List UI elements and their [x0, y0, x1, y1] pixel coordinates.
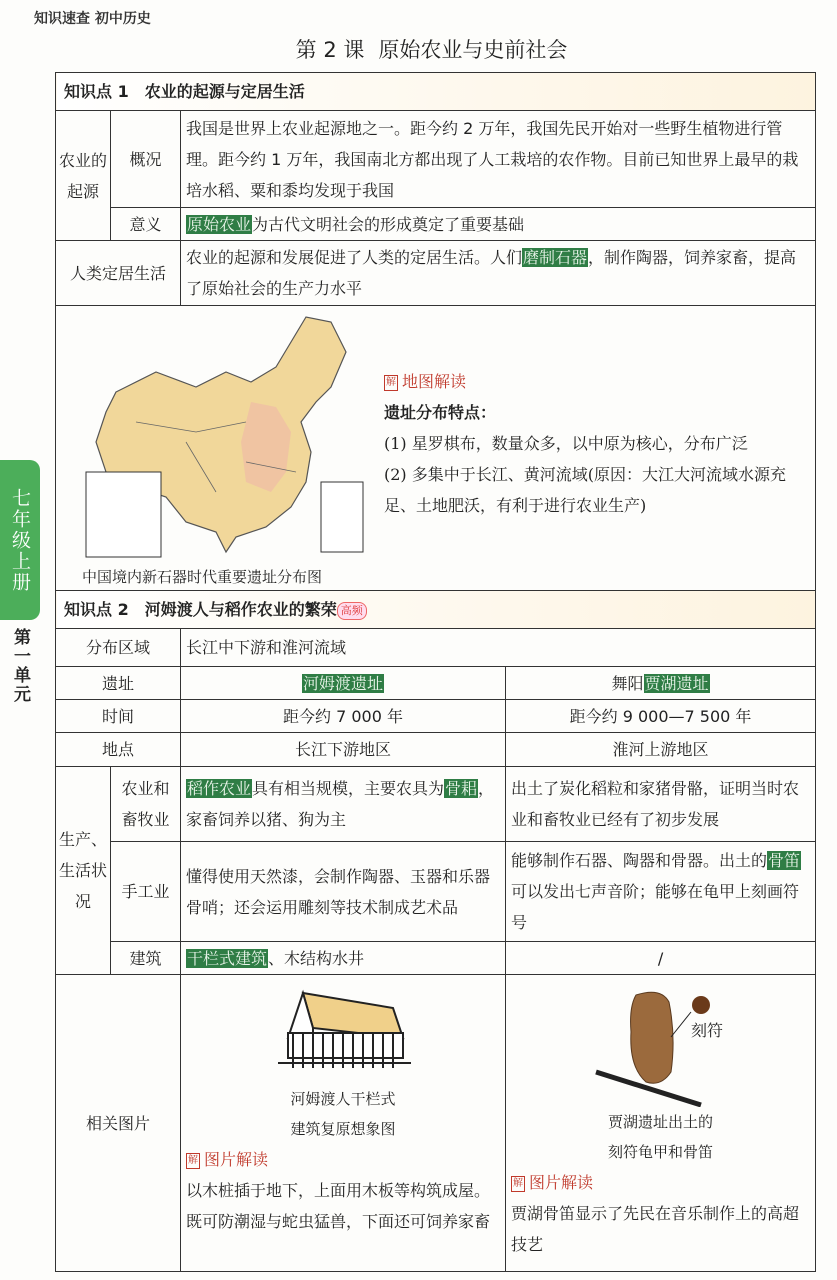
build-a-text: 、木结构水井: [268, 948, 365, 968]
lesson-number: 第 2 课: [295, 38, 365, 62]
pic-b-text: 贾湖骨笛显示了先民在音乐制作上的高超技艺: [511, 1204, 800, 1254]
significance-cell: [181, 208, 816, 241]
settle-text: 农业的起源和发展促进了人类的定居生活。人们: [186, 248, 523, 267]
knowledge-table: [55, 72, 816, 1272]
overview-text: 我国是世界上农业起源地之一。距今约 2 万年，我国先民开始对一些野生植物进行管理。距今约 1 万年，我国南北方都出现了人工栽培的农作物。目前已知世界上最早的栽培水稻、粟和黍均发现于我国: [181, 111, 816, 208]
frequency-badge: 高频: [337, 602, 367, 620]
tortoise-shell-bone-flute-photo: [591, 987, 731, 1107]
map-reading-text: 地图解读: [402, 372, 467, 391]
kp1-header: 知识点 1 农业的起源与定居生活: [56, 73, 816, 111]
highlight: 河姆渡遗址: [302, 673, 383, 693]
agri-a-text: ，家畜饲养以猪、狗为主: [186, 779, 495, 829]
pic-a-reading-label: [186, 1144, 500, 1175]
agri-label: 农业和畜牧业: [111, 767, 181, 842]
highlight: 骨笛: [768, 851, 801, 870]
craft-a: 懂得使用天然漆，会制作陶器、玉器和乐器骨哨；还会运用雕刻等技术制成艺术品: [181, 842, 506, 942]
pic-a-caption: 建筑复原想象图: [290, 1120, 396, 1138]
time-b: 距今约 9 000—7 500 年: [506, 700, 816, 733]
craft-b: [506, 842, 816, 942]
time-a: 距今约 7 000 年: [181, 700, 506, 733]
site-b-prefix: 舞阳: [611, 673, 644, 693]
pic-a-text: 以木桩插于地下，上面用木板等构筑成屋。既可防潮湿与蛇虫猛兽，下面还可饲养家畜: [186, 1181, 491, 1231]
highlight: 干栏式建筑: [187, 948, 268, 968]
map-caption: 中国境内新石器时代重要遗址分布图: [82, 568, 323, 586]
site-label: 遗址: [56, 667, 181, 700]
settle-text: ，制作陶器，饲养家畜，提高了原始社会的生产力水平: [186, 248, 797, 298]
pic-reading-text: 图片解读: [529, 1173, 594, 1192]
map-point: (2) 多集中于长江、黄河流域(原因：大江大河流域水源充足、土地肥沃，有利于进行农业生产): [384, 465, 786, 515]
site-a: [181, 667, 506, 700]
craft-b-text: 能够制作石器、陶器和骨器。出土的: [511, 851, 768, 870]
unit-label: 第一单元: [10, 628, 30, 704]
kp2-header: [56, 591, 816, 629]
reading-icon: 解: [384, 375, 398, 391]
highlight: 磨制石器: [523, 248, 588, 267]
highlight: 贾湖遗址: [644, 673, 709, 693]
stilt-house-illustration: [273, 983, 413, 1078]
reading-icon: 解: [511, 1176, 525, 1192]
origin-label: 农业的起源: [56, 111, 111, 241]
map-heading: 遗址分布特点：: [384, 403, 497, 422]
life-label: 生产、生活状况: [56, 767, 111, 975]
agri-b: 出土了炭化稻粒和家猪骨骼，证明当时农业和畜牧业已经有了初步发展: [506, 767, 816, 842]
pic-reading-text: 图片解读: [204, 1150, 269, 1169]
build-label: 建筑: [111, 942, 181, 975]
craft-label: 手工业: [111, 842, 181, 942]
highlight: 原始农业: [187, 214, 252, 234]
reading-icon: 解: [186, 1153, 200, 1169]
lesson-name: 原始农业与史前社会: [378, 38, 568, 62]
pic-a-caption: 河姆渡人干栏式: [290, 1090, 396, 1108]
highlight: 骨耜: [445, 779, 478, 798]
time-label: 时间: [56, 700, 181, 733]
settle-cell: [181, 241, 816, 306]
overview-label: 概况: [111, 111, 181, 208]
region-label: 分布区域: [56, 629, 181, 667]
pic-b-caption: 刻符龟甲和骨笛: [608, 1143, 714, 1161]
highlight: 稻作农业: [187, 779, 252, 798]
pic-a-cell: [181, 975, 506, 1272]
agri-a: [181, 767, 506, 842]
build-b: /: [506, 942, 816, 975]
craft-b-text: 可以发出七声音阶；能够在龟甲上刻画符号: [511, 882, 800, 932]
region-text: 长江中下游和淮河流域: [181, 629, 816, 667]
place-b: 淮河上游地区: [506, 733, 816, 767]
site-b: [506, 667, 816, 700]
pic-b-label: 刻符: [691, 1021, 724, 1040]
significance-label: 意义: [111, 208, 181, 241]
settle-label: 人类定居生活: [56, 241, 181, 306]
build-a: [181, 942, 506, 975]
running-header: 知识速查 初中历史: [34, 11, 151, 27]
place-a: 长江下游地区: [181, 733, 506, 767]
pic-b-caption: 贾湖遗址出土的: [608, 1113, 714, 1131]
map-point: (1) 星罗棋布，数量众多，以中原为核心，分布广泛: [384, 434, 748, 453]
pic-b-cell: [506, 975, 816, 1272]
place-label: 地点: [56, 733, 181, 767]
map-reading-label: [384, 366, 814, 397]
significance-text: 为古代文明社会的形成奠定了重要基础: [252, 214, 525, 234]
agri-a-text: 具有相当规模，主要农具为: [252, 779, 445, 798]
pic-label: 相关图片: [56, 975, 181, 1272]
lesson-title: [0, 34, 837, 64]
kp2-title: 知识点 2 河姆渡人与稻作农业的繁荣: [64, 600, 337, 619]
pic-b-reading-label: [511, 1167, 810, 1198]
map-section: [56, 306, 816, 591]
grade-side-tab[interactable]: 七年级上册: [0, 460, 40, 620]
china-neolithic-map: [76, 312, 376, 562]
